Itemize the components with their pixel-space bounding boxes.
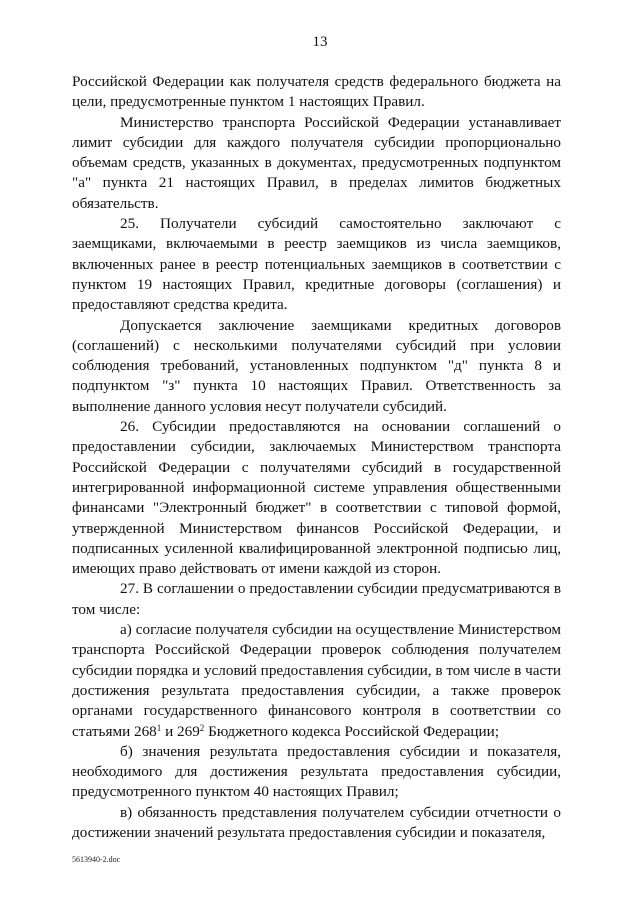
document-file-code: 5613940-2.doc — [72, 855, 121, 864]
page-number: 13 — [312, 34, 328, 50]
paragraph-continuation: Российской Федерации как получателя средств федерального бюджета на цели, предусмотренные пунктом 1 настоящих Правил. — [72, 73, 561, 111]
paragraph-27-a — [72, 620, 561, 742]
superscript-269: 2 — [199, 722, 205, 733]
superscript-268: 1 — [156, 722, 162, 733]
paragraph-multiple-recipients: Допускается заключение заемщиками кредитных договоров (соглашений) с несколькими получателями субсидий при условии соблюдения требований, установленных подпунктом "д" пункта 8 и подпунктом "з" пункта 10 настоящих Правил. Ответственность за выполнение данного условия несут получатели субсидий. — [72, 316, 561, 415]
paragraph-subsidy-limit: Министерство транспорта Российской Федерации устанавливает лимит субсидии для каждого получателя субсидии пропорционально объемам средств, указанных в документах, предусмотренных подпунктом "а" пункта 21 настоящих Правил, в пределах лимитов бюджетных обязательств. — [72, 113, 561, 212]
paragraph-27-v: в) обязанность представления получателем субсидии отчетности о достижении значений результата предоставления субсидии и показателя, — [72, 803, 561, 841]
paragraph-27-a-text-3: Бюджетного кодекса Российской Федерации; — [204, 722, 500, 740]
paragraph-27-a-text-2: и 269 — [161, 722, 200, 740]
paragraph-27: 27. В соглашении о предоставлении субсидии предусматриваются в том числе: — [72, 580, 561, 618]
paragraph-27-a-text: а) согласие получателя субсидии на осуществление Министерством транспорта Российской Федерации проверок соблюдения получателем субсидии порядка и условий предоставления субсидии, в том числе в части достижения результата предоставления субсидии, а также проверок органами государственного финансового контроля в соответствии со статьями 268 — [72, 621, 561, 740]
document-body — [72, 72, 561, 843]
paragraph-27-b: б) значения результата предоставления субсидии и показателя, необходимого для достижения результата предоставления субсидии, предусмотренного пунктом 40 настоящих Правил; — [72, 742, 561, 801]
paragraph-26: 26. Субсидии предоставляются на основании соглашений о предоставлении субсидии, заключаемых Министерством транспорта Российской Федерации с получателями субсидий в государственной интегрированной информационной системе управления общественными финансами "Электронный бюджет" в соответствии с типовой формой, утвержденной Министерством финансов Российской Федерации, и подписанных усиленной квалифицированной электронной подписью лиц, имеющих право действовать от имени каждой из сторон. — [72, 418, 561, 578]
paragraph-25: 25. Получатели субсидий самостоятельно заключают с заемщиками, включаемыми в реестр заемщиков из числа заемщиков, включенных ранее в реестр потенциальных заемщиков в соответствии с пунктом 19 настоящих Правил, кредитные договоры (соглашения) и предоставляют средства кредита. — [72, 215, 561, 314]
